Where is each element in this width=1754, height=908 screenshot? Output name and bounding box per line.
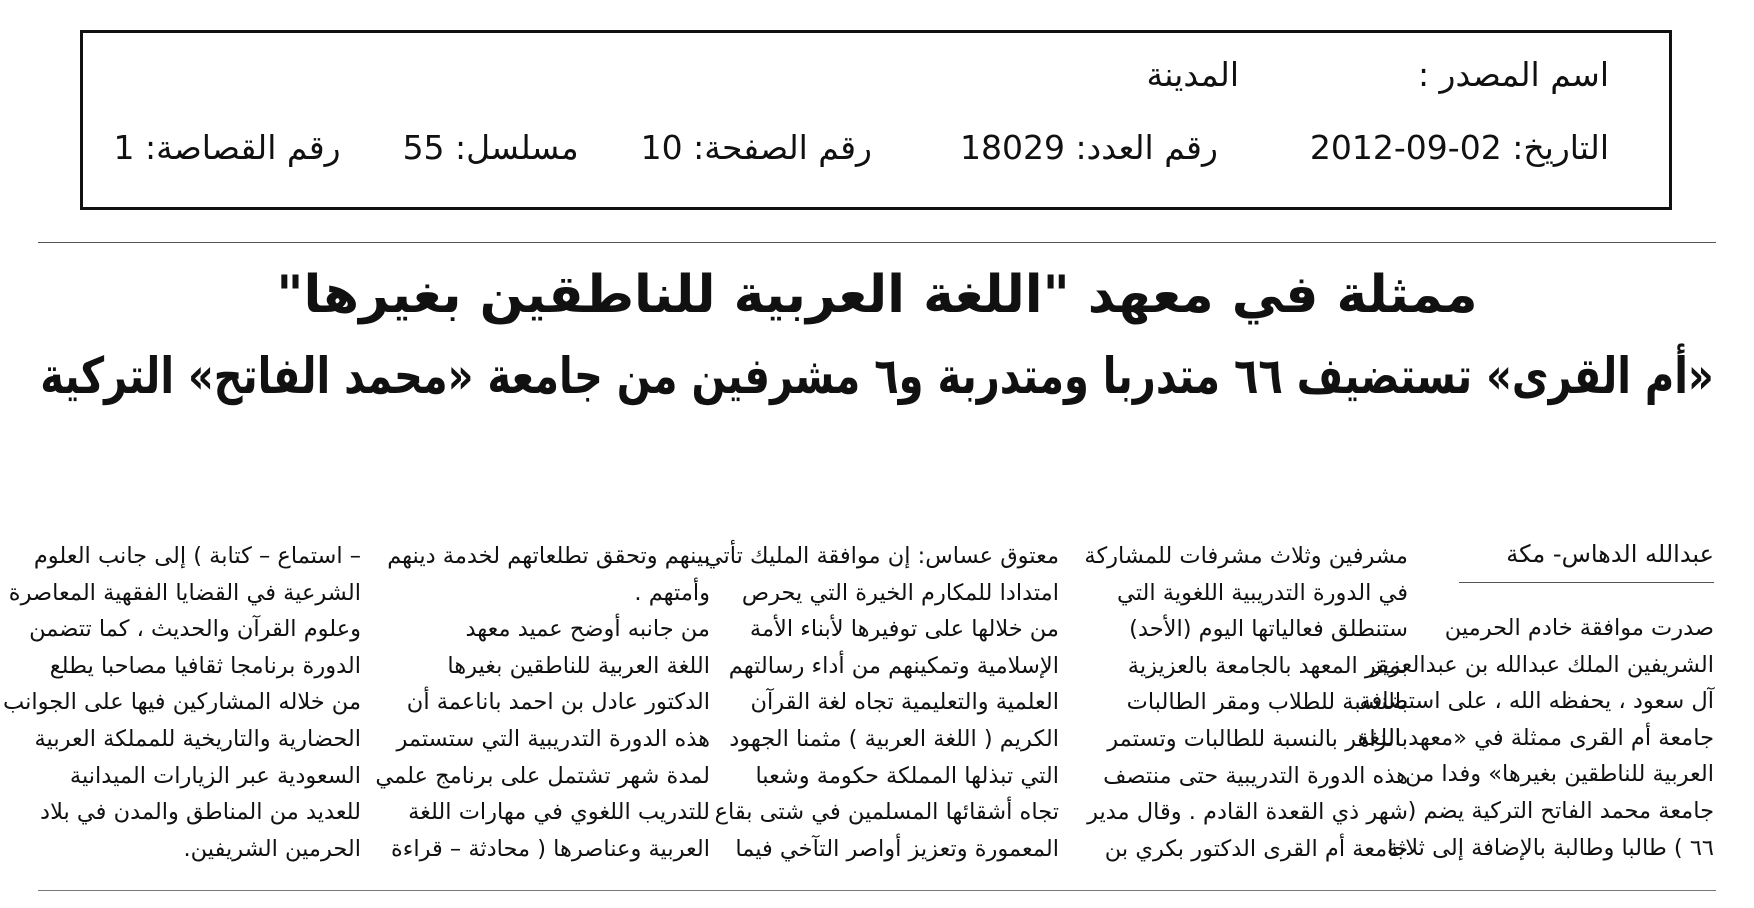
- article-column-5: [3, 538, 361, 867]
- article-text-line: شهر ذي القعدة القادم . وقال مدير: [1087, 799, 1408, 826]
- article-text-line: العلمية والتعليمية تجاه لغة القرآن: [750, 689, 1059, 716]
- bottom-divider: [38, 890, 1716, 891]
- article-text-line: اللغة العربية للناطقين بغيرها: [447, 652, 710, 679]
- article-text-line: من خلالها على توفيرها لأبناء الأمة: [749, 616, 1059, 643]
- article-text-line: ٦٦ ) طالبا وطالبة بالإضافة إلى ثلاثة: [1386, 834, 1714, 861]
- article-text-line: جامعة أم القرى ممثلة في «معهد اللغة: [1357, 724, 1714, 751]
- article-text-line: صدرت موافقة خادم الحرمين: [1444, 615, 1714, 641]
- article-text-line: – استماع – كتابة ) إلى جانب العلوم: [33, 543, 361, 569]
- article-headline: «أم القرى» تستضيف ٦٦ متدربا ومتدربة و٦ مشرفين من جامعة «محمد الفاتح» التركية: [40, 348, 1714, 406]
- article-text-line: بمقر المعهد بالجامعة بالعزيزية: [1127, 652, 1408, 679]
- article-text-line: تجاه أشقائها المسلمين في شتى بقاع: [714, 799, 1059, 826]
- article-text-line: وعلوم القرآن والحديث ، كما تتضمن: [29, 616, 361, 643]
- article-text-line: التي تبذلها المملكة حكومة وشعبا: [755, 762, 1059, 789]
- article-text-line: ستنطلق فعالياتها اليوم (الأحد): [1129, 616, 1408, 643]
- article-text-line: الدكتور عادل بن احمد باناعمة أن: [406, 689, 710, 716]
- article-text-line: المعمورة وتعزيز أواصر التآخي فيما: [735, 835, 1059, 862]
- article-text-line: امتدادا للمكارم الخيرة التي يحرص: [741, 579, 1059, 606]
- article-subheadline: ممثلة في معهد "اللغة العربية للناطقين بغيرها": [276, 265, 1478, 325]
- article-text-line: الدورة برنامجا ثقافيا مصاحبا يطلع: [49, 652, 361, 679]
- issue-number-field: رقم العدد: 18029: [959, 128, 1218, 167]
- article-text-line: العربية وعناصرها ( محادثة – قراءة: [390, 835, 710, 862]
- source-value: المدينة: [1146, 55, 1239, 94]
- article-text-line: الإسلامية وتمكينهم من أداء رسالتهم: [728, 652, 1059, 679]
- source-label: اسم المصدر :: [1417, 55, 1609, 94]
- article-text-line: جامعة محمد الفاتح التركية يضم (: [1407, 797, 1714, 824]
- article-text-line: وأمتهم .: [634, 579, 710, 606]
- serial-field: مسلسل: 55: [402, 128, 579, 167]
- details-row: [113, 128, 1609, 167]
- article-text-line: في الدورة التدريبية اللغوية التي: [1116, 579, 1408, 606]
- article-text-line: الشرعية في القضايا الفقهية المعاصرة: [8, 579, 361, 606]
- article-text-line: لمدة شهر تشتمل على برنامج علمي: [375, 762, 710, 789]
- article-text-line: من جانبه أوضح عميد معهد: [465, 616, 710, 643]
- clip-number-field: رقم القصاصة: 1: [113, 128, 341, 167]
- article-text-line: الحضارية والتاريخية للمملكة العربية: [34, 725, 361, 752]
- top-divider: [38, 242, 1716, 243]
- article-text-line: مشرفين وثلاث مشرفات للمشاركة: [1084, 543, 1408, 569]
- article-text-line: هذه الدورة التدريبية حتى منتصف: [1103, 762, 1408, 789]
- article-byline: عبدالله الدهاس- مكة: [1459, 540, 1714, 583]
- article-text-line: للتدريب اللغوي في مهارات اللغة: [408, 799, 710, 826]
- article-text-line: من خلاله المشاركين فيها على الجوانب: [3, 689, 361, 716]
- source-row: [1147, 55, 1609, 94]
- article-column-1: [1357, 610, 1714, 866]
- article-text-line: هذه الدورة التدريبية التي ستستمر: [396, 725, 710, 752]
- article-text-line: الشريفين الملك عبدالله بن عبدالعزيز: [1370, 651, 1714, 678]
- article-text-line: العربية للناطقين بغيرها» وفدا من: [1405, 761, 1714, 788]
- article-column-2: [1084, 538, 1408, 867]
- article-text-line: الحرمين الشريفين.: [183, 835, 361, 862]
- article-text-line: جامعة أم القرى الدكتور بكري بن: [1104, 835, 1408, 862]
- date-field: التاريخ: 02-09-2012: [1309, 128, 1609, 167]
- article-text-line: آل سعود ، يحفظه الله ، على استضافة: [1359, 688, 1714, 715]
- source-info-box: [80, 30, 1672, 210]
- page-number-field: رقم الصفحة: 10: [640, 128, 872, 167]
- article-text-line: بالنسبة للطلاب ومقر الطالبات: [1126, 689, 1408, 716]
- article-column-4: [375, 538, 710, 867]
- article-text-line: للعديد من المناطق والمدن في بلاد: [40, 799, 361, 826]
- article-text-line: الكريم ( اللغة العربية ) مثمنا الجهود: [729, 725, 1059, 752]
- article-text-line: بالزاهر بالنسبة للطالبات وتستمر: [1107, 725, 1408, 752]
- article-text-line: السعودية عبر الزيارات الميدانية: [69, 762, 361, 789]
- article-column-3: [704, 538, 1059, 867]
- article-text-line: معتوق عساس: إن موافقة المليك تأتي: [704, 543, 1059, 569]
- article-text-line: بينهم وتحقق تطلعاتهم لخدمة دينهم: [387, 543, 710, 569]
